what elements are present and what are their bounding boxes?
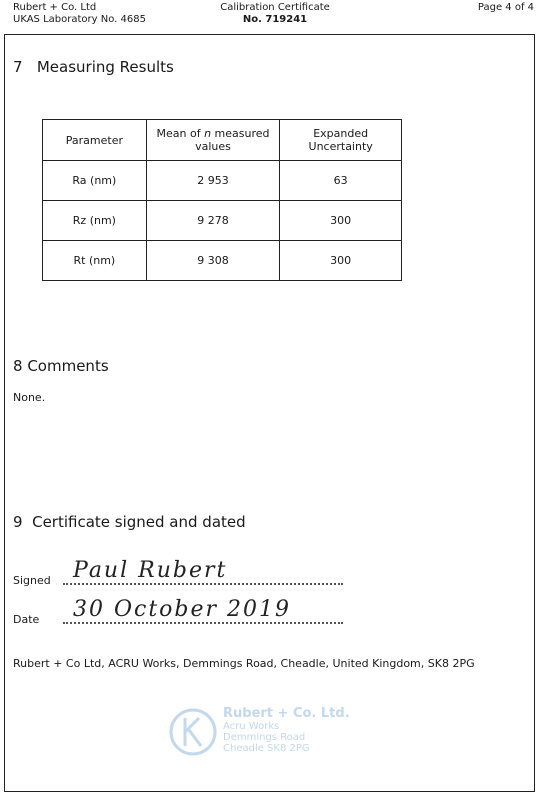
cell-mean: 2 953 <box>146 161 280 201</box>
section-7-number: 7 <box>13 58 23 76</box>
lab-number: UKAS Laboratory No. 4685 <box>13 14 146 25</box>
date-label: Date <box>13 613 40 626</box>
date-row <box>13 597 343 626</box>
cell-parameter: Rz (nm) <box>43 201 147 241</box>
section-9-number: 9 <box>13 513 23 531</box>
cell-mean: 9 278 <box>146 201 280 241</box>
document-type: Calibration Certificate <box>220 2 330 13</box>
section-7-heading <box>13 58 174 76</box>
section-8-number: 8 <box>13 357 23 375</box>
stamp-line-1: Acru Works <box>223 721 280 732</box>
section-9-title: Certificate signed and dated <box>32 513 246 531</box>
measuring-results-table <box>42 119 402 281</box>
company-address: Rubert + Co Ltd, ACRU Works, Demmings Road, Cheadle, United Kingdom, SK8 2PG <box>13 657 475 670</box>
cell-parameter: Ra (nm) <box>43 161 147 201</box>
header-center <box>200 2 350 26</box>
stamp-line-2: Demmings Road <box>223 732 306 743</box>
certificate-number: No. 719241 <box>242 14 308 25</box>
comments-text: None. <box>13 391 46 404</box>
section-7-title: Measuring Results <box>36 58 174 76</box>
company-name: Rubert + Co. Ltd <box>13 2 97 13</box>
stamp-company: Rubert + Co. Ltd. <box>223 706 350 721</box>
date-dotted-line <box>63 622 343 624</box>
stamp-logo-icon <box>165 704 225 764</box>
cell-uncertainty: 300 <box>280 241 402 281</box>
table-row <box>43 241 402 281</box>
header-mean: Mean of n measured values <box>146 120 280 161</box>
page-header <box>0 0 541 30</box>
company-stamp <box>165 702 350 764</box>
section-9-heading <box>13 513 246 531</box>
table-header-row <box>43 120 402 161</box>
table-row <box>43 201 402 241</box>
signed-row <box>13 558 343 587</box>
stamp-line-3: Cheadle SK8 2PG <box>223 743 310 754</box>
section-8-heading <box>13 357 109 375</box>
section-8-title: Comments <box>27 357 109 375</box>
cell-uncertainty: 300 <box>280 201 402 241</box>
handwritten-date: 30 October 2019 <box>73 597 292 622</box>
page-number: Page 4 of 4 <box>477 2 534 13</box>
handwritten-signature: Paul Rubert <box>73 558 228 583</box>
cell-parameter: Rt (nm) <box>43 241 147 281</box>
signed-label: Signed <box>13 574 51 587</box>
stamp-text <box>223 706 350 754</box>
header-uncertainty: Expanded Uncertainty <box>280 120 402 161</box>
header-left <box>13 2 146 26</box>
cell-uncertainty: 63 <box>280 161 402 201</box>
header-parameter: Parameter <box>43 120 147 161</box>
signed-dotted-line <box>63 583 343 585</box>
cell-mean: 9 308 <box>146 241 280 281</box>
table-row <box>43 161 402 201</box>
